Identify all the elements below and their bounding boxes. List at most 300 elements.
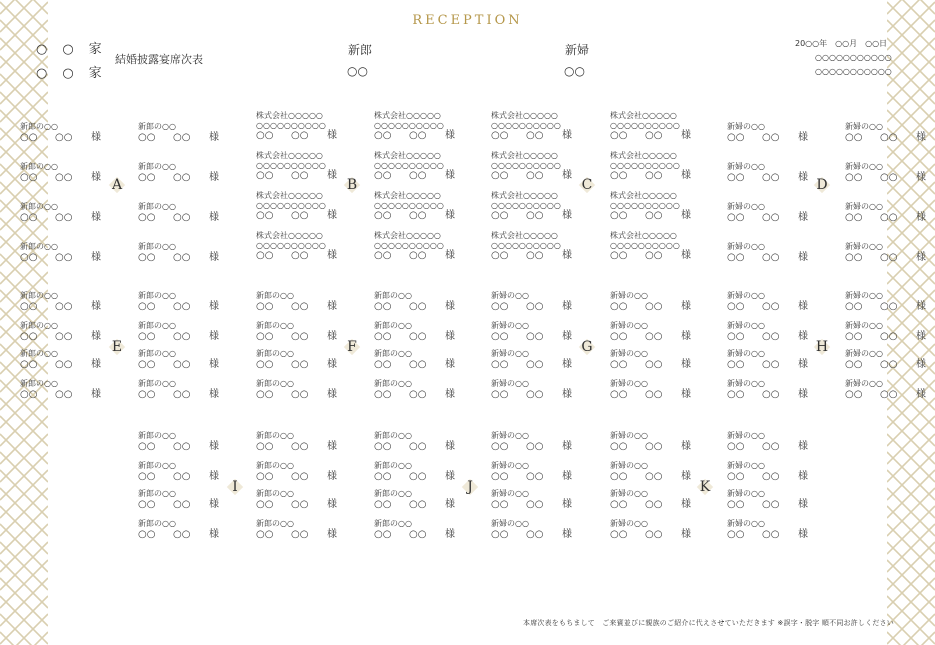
guest-name [610, 389, 710, 401]
guest-given-name: ○○ [645, 499, 663, 510]
guest-honorific: 様 [916, 331, 926, 342]
guest-honorific: 様 [562, 331, 572, 342]
guest-honorific: 様 [798, 212, 808, 223]
guest-given-name: ○○ [55, 132, 73, 143]
guest-name [845, 172, 935, 184]
guest-given-name: ○○ [409, 170, 427, 181]
guest-given-name: ○○ [409, 471, 427, 482]
guest-given-name: ○○ [526, 441, 544, 452]
bride-label: 新婦 [565, 43, 590, 57]
guest-given-name: ○○ [173, 331, 191, 342]
guest-seat [20, 202, 120, 224]
guest-name [374, 301, 474, 313]
guest-honorific: 様 [91, 132, 101, 143]
guest-name [374, 170, 474, 182]
guest-honorific: 様 [562, 499, 572, 510]
guest-relation: 新郎の○○ [20, 349, 58, 358]
guest-surname: ○○ [610, 250, 628, 261]
guest-honorific: 様 [327, 170, 337, 181]
company-name: 株式会社○○○○○ [610, 151, 677, 160]
company-name: 株式会社○○○○○ [491, 231, 558, 240]
guest-given-name: ○○ [409, 441, 427, 452]
table-label [108, 338, 126, 356]
guest-honorific: 様 [209, 389, 219, 400]
guest-relation: 新郎の○○ [138, 489, 176, 498]
guest-surname: ○○ [727, 252, 745, 263]
guest-seat [256, 431, 356, 453]
company-guest-seat [374, 151, 474, 182]
guest-honorific: 様 [681, 301, 691, 312]
guest-honorific: 様 [327, 130, 337, 141]
guest-surname: ○○ [491, 301, 509, 312]
guest-relation: 新婦の○○ [610, 291, 648, 300]
company-name: 株式会社○○○○○ [610, 231, 677, 240]
guest-honorific: 様 [445, 301, 455, 312]
guest-name [138, 172, 238, 184]
guest-surname: ○○ [20, 331, 38, 342]
company-department: ○○○○○○○○○○ [374, 240, 444, 250]
company-department: ○○○○○○○○○○ [491, 200, 561, 210]
guest-name [256, 359, 356, 371]
guest-relation: 新婦の○○ [727, 291, 765, 300]
guest-given-name: ○○ [762, 172, 780, 183]
guest-name [727, 331, 827, 343]
guest-seat [374, 291, 474, 313]
guest-relation: 新郎の○○ [256, 349, 294, 358]
company-department: ○○○○○○○○○○ [610, 120, 680, 130]
guest-name [256, 471, 356, 483]
guest-name [374, 441, 474, 453]
guest-name [374, 210, 474, 222]
company-guest-seat [491, 231, 591, 262]
guest-relation: 新郎の○○ [138, 349, 176, 358]
guest-given-name: ○○ [55, 301, 73, 312]
guest-given-name: ○○ [291, 331, 309, 342]
guest-surname: ○○ [491, 331, 509, 342]
company-department: ○○○○○○○○○○ [610, 240, 680, 250]
guest-given-name: ○○ [526, 359, 544, 370]
guest-relation: 新婦の○○ [491, 379, 529, 388]
guest-honorific: 様 [681, 471, 691, 482]
company-name: 株式会社○○○○○ [374, 231, 441, 240]
guest-given-name: ○○ [173, 471, 191, 482]
guest-seat [374, 431, 474, 453]
guest-surname: ○○ [374, 499, 392, 510]
guest-given-name: ○○ [173, 529, 191, 540]
guest-seat [491, 321, 591, 343]
guest-name [374, 130, 474, 142]
guest-name [491, 529, 591, 541]
guest-honorific: 様 [91, 359, 101, 370]
company-guest-seat [256, 151, 356, 182]
guest-seat [727, 349, 827, 371]
guest-surname: ○○ [374, 250, 392, 261]
guest-relation: 新郎の○○ [256, 461, 294, 470]
guest-surname: ○○ [256, 210, 274, 221]
guest-honorific: 様 [209, 212, 219, 223]
guest-name [138, 529, 238, 541]
guest-honorific: 様 [91, 172, 101, 183]
guest-given-name: ○○ [55, 359, 73, 370]
company-guest-seat [610, 151, 710, 182]
table-letter: E [111, 339, 123, 355]
guest-seat [138, 122, 238, 144]
guest-surname: ○○ [138, 499, 156, 510]
guest-name [845, 132, 935, 144]
guest-name [727, 389, 827, 401]
guest-honorific: 様 [798, 441, 808, 452]
guest-relation: 新婦の○○ [727, 242, 765, 251]
guest-honorific: 様 [916, 359, 926, 370]
guest-surname: ○○ [727, 331, 745, 342]
guest-surname: ○○ [256, 359, 274, 370]
guest-honorific: 様 [445, 210, 455, 221]
guest-name [256, 170, 356, 182]
guest-given-name: ○○ [409, 359, 427, 370]
guest-surname: ○○ [610, 499, 628, 510]
guest-surname: ○○ [138, 252, 156, 263]
guest-honorific: 様 [91, 212, 101, 223]
guest-given-name: ○○ [645, 331, 663, 342]
guest-name [610, 170, 710, 182]
guest-surname: ○○ [491, 250, 509, 261]
guest-seat [727, 489, 827, 511]
guest-relation: 新郎の○○ [374, 321, 412, 330]
guest-given-name: ○○ [291, 301, 309, 312]
guest-relation: 新婦の○○ [845, 242, 883, 251]
company-guest-seat [374, 231, 474, 262]
guest-relation: 新郎の○○ [256, 519, 294, 528]
guest-seat [610, 489, 710, 511]
guest-relation: 新婦の○○ [727, 202, 765, 211]
company-guest-seat [374, 111, 474, 142]
guest-relation: 新郎の○○ [20, 202, 58, 211]
guest-name [138, 301, 238, 313]
guest-honorific: 様 [445, 130, 455, 141]
guest-surname: ○○ [491, 471, 509, 482]
guest-surname: ○○ [610, 130, 628, 141]
table-label [226, 478, 244, 496]
guest-given-name: ○○ [173, 499, 191, 510]
guest-relation: 新郎の○○ [20, 122, 58, 131]
guest-name [610, 359, 710, 371]
guest-given-name: ○○ [645, 250, 663, 261]
guest-surname: ○○ [727, 529, 745, 540]
company-guest-seat [256, 111, 356, 142]
guest-given-name: ○○ [173, 132, 191, 143]
guest-surname: ○○ [138, 471, 156, 482]
guest-seat [374, 349, 474, 371]
guest-seat [845, 379, 935, 401]
company-guest-seat [491, 191, 591, 222]
guest-honorific: 様 [681, 210, 691, 221]
guest-seat [256, 379, 356, 401]
guest-name [256, 441, 356, 453]
guest-surname: ○○ [610, 359, 628, 370]
guest-seat [138, 379, 238, 401]
guest-given-name: ○○ [762, 359, 780, 370]
guest-relation: 新郎の○○ [374, 461, 412, 470]
guest-surname: ○○ [138, 389, 156, 400]
wedding-date: 20○○年 ○○月 ○○日 [795, 39, 888, 48]
guest-relation: 新郎の○○ [256, 379, 294, 388]
guest-seat [138, 461, 238, 483]
guest-name [610, 250, 710, 262]
guest-name [138, 359, 238, 371]
guest-name [20, 331, 120, 343]
guest-honorific: 様 [798, 172, 808, 183]
guest-relation: 新婦の○○ [727, 122, 765, 131]
guest-name [491, 170, 591, 182]
guest-seat [138, 202, 238, 224]
guest-seat [727, 202, 827, 224]
guest-relation: 新婦の○○ [610, 379, 648, 388]
guest-seat [610, 291, 710, 313]
guest-seat [256, 519, 356, 541]
guest-surname: ○○ [138, 172, 156, 183]
guest-relation: 新郎の○○ [138, 291, 176, 300]
company-department: ○○○○○○○○○○ [374, 120, 444, 130]
guest-seat [727, 321, 827, 343]
guest-given-name: ○○ [526, 210, 544, 221]
guest-given-name: ○○ [645, 441, 663, 452]
guest-name [20, 172, 120, 184]
guest-name [374, 331, 474, 343]
guest-given-name: ○○ [762, 471, 780, 482]
guest-name [138, 389, 238, 401]
guest-honorific: 様 [91, 252, 101, 263]
guest-given-name: ○○ [645, 529, 663, 540]
guest-honorific: 様 [916, 301, 926, 312]
guest-seat [610, 379, 710, 401]
guest-name [138, 132, 238, 144]
guest-relation: 新婦の○○ [845, 321, 883, 330]
guest-surname: ○○ [138, 529, 156, 540]
guest-surname: ○○ [727, 499, 745, 510]
company-guest-seat [610, 191, 710, 222]
guest-seat [138, 431, 238, 453]
company-guest-seat [610, 111, 710, 142]
guest-given-name: ○○ [880, 389, 898, 400]
table-label [696, 478, 714, 496]
company-name: 株式会社○○○○○ [610, 191, 677, 200]
guest-seat [845, 242, 935, 264]
table-label [813, 338, 831, 356]
guest-honorific: 様 [798, 389, 808, 400]
company-name: 株式会社○○○○○ [374, 151, 441, 160]
guest-honorific: 様 [916, 252, 926, 263]
guest-relation: 新郎の○○ [374, 519, 412, 528]
guest-surname: ○○ [491, 210, 509, 221]
guest-given-name: ○○ [645, 389, 663, 400]
guest-name [845, 389, 935, 401]
company-department: ○○○○○○○○○○ [610, 200, 680, 210]
family-name-2: ○ ○ 家 [36, 66, 103, 81]
guest-surname: ○○ [845, 212, 863, 223]
guest-relation: 新婦の○○ [610, 349, 648, 358]
guest-surname: ○○ [610, 170, 628, 181]
guest-honorific: 様 [209, 529, 219, 540]
guest-given-name: ○○ [173, 441, 191, 452]
guest-seat [727, 519, 827, 541]
guest-relation: 新郎の○○ [256, 431, 294, 440]
guest-surname: ○○ [20, 212, 38, 223]
company-department: ○○○○○○○○○○ [256, 240, 326, 250]
guest-honorific: 様 [445, 529, 455, 540]
guest-given-name: ○○ [526, 331, 544, 342]
guest-given-name: ○○ [762, 132, 780, 143]
guest-honorific: 様 [209, 331, 219, 342]
guest-honorific: 様 [798, 529, 808, 540]
guest-surname: ○○ [727, 359, 745, 370]
guest-honorific: 様 [916, 389, 926, 400]
guest-seat [491, 291, 591, 313]
guest-given-name: ○○ [409, 250, 427, 261]
guest-relation: 新婦の○○ [727, 461, 765, 470]
guest-given-name: ○○ [645, 359, 663, 370]
guest-given-name: ○○ [762, 252, 780, 263]
guest-seat [138, 349, 238, 371]
guest-given-name: ○○ [409, 529, 427, 540]
guest-surname: ○○ [374, 170, 392, 181]
company-name: 株式会社○○○○○ [256, 151, 323, 160]
guest-relation: 新婦の○○ [610, 519, 648, 528]
guest-name [256, 389, 356, 401]
guest-name [138, 212, 238, 224]
guest-seat [374, 519, 474, 541]
guest-relation: 新婦の○○ [845, 162, 883, 171]
guest-given-name: ○○ [291, 529, 309, 540]
guest-relation: 新婦の○○ [491, 321, 529, 330]
guest-given-name: ○○ [409, 301, 427, 312]
guest-honorific: 様 [916, 172, 926, 183]
guest-relation: 新郎の○○ [374, 349, 412, 358]
company-department: ○○○○○○○○○○ [491, 160, 561, 170]
guest-surname: ○○ [20, 389, 38, 400]
company-name: 株式会社○○○○○ [256, 231, 323, 240]
guest-honorific: 様 [445, 331, 455, 342]
guest-name [256, 331, 356, 343]
guest-given-name: ○○ [762, 499, 780, 510]
guest-seat [20, 122, 120, 144]
guest-surname: ○○ [138, 331, 156, 342]
guest-surname: ○○ [20, 301, 38, 312]
guest-surname: ○○ [256, 250, 274, 261]
guest-seat [256, 291, 356, 313]
guest-surname: ○○ [374, 210, 392, 221]
guest-name [256, 250, 356, 262]
guest-seat [20, 349, 120, 371]
guest-given-name: ○○ [55, 331, 73, 342]
guest-name [610, 441, 710, 453]
footer-note: 本席次表をもちまして ご来賓並びに親族のご紹介に代えさせていただきます ※誤字・脱字 順不同お許しください [523, 619, 894, 627]
guest-given-name: ○○ [291, 499, 309, 510]
guest-given-name: ○○ [645, 471, 663, 482]
guest-honorific: 様 [327, 389, 337, 400]
guest-surname: ○○ [491, 359, 509, 370]
guest-relation: 新婦の○○ [610, 321, 648, 330]
guest-relation: 新婦の○○ [610, 461, 648, 470]
guest-given-name: ○○ [55, 389, 73, 400]
guest-seat [138, 489, 238, 511]
guest-honorific: 様 [327, 210, 337, 221]
table-label [813, 176, 831, 194]
guest-given-name: ○○ [645, 130, 663, 141]
guest-given-name: ○○ [409, 130, 427, 141]
guest-honorific: 様 [562, 250, 572, 261]
guest-name [491, 359, 591, 371]
guest-given-name: ○○ [526, 389, 544, 400]
guest-seat [138, 162, 238, 184]
company-name: 株式会社○○○○○ [491, 191, 558, 200]
guest-relation: 新郎の○○ [20, 242, 58, 251]
guest-surname: ○○ [138, 301, 156, 312]
guest-name [491, 331, 591, 343]
guest-seat [845, 202, 935, 224]
guest-relation: 新婦の○○ [491, 519, 529, 528]
company-name: 株式会社○○○○○ [491, 111, 558, 120]
guest-honorific: 様 [562, 441, 572, 452]
guest-surname: ○○ [374, 389, 392, 400]
guest-seat [256, 489, 356, 511]
family-name-1: ○ ○ 家 [36, 42, 103, 57]
guest-given-name: ○○ [880, 359, 898, 370]
guest-given-name: ○○ [409, 210, 427, 221]
guest-name [256, 210, 356, 222]
guest-honorific: 様 [209, 252, 219, 263]
guest-honorific: 様 [445, 359, 455, 370]
guest-surname: ○○ [845, 331, 863, 342]
guest-given-name: ○○ [880, 132, 898, 143]
table-letter: H [815, 339, 829, 355]
table-label [578, 176, 596, 194]
page-title: RECEPTION [412, 13, 523, 28]
guest-surname: ○○ [727, 212, 745, 223]
guest-name [491, 250, 591, 262]
bride-name: ○○ [564, 64, 585, 78]
guest-honorific: 様 [681, 170, 691, 181]
guest-seat [845, 321, 935, 343]
guest-surname: ○○ [727, 301, 745, 312]
company-name: 株式会社○○○○○ [374, 111, 441, 120]
guest-name [727, 252, 827, 264]
guest-surname: ○○ [256, 441, 274, 452]
guest-relation: 新婦の○○ [845, 379, 883, 388]
guest-surname: ○○ [727, 471, 745, 482]
table-letter: I [232, 479, 238, 495]
company-department: ○○○○○○○○○○ [374, 200, 444, 210]
table-letter: B [346, 177, 358, 193]
guest-relation: 新郎の○○ [138, 202, 176, 211]
guest-relation: 新郎の○○ [20, 321, 58, 330]
guest-surname: ○○ [491, 499, 509, 510]
guest-name [138, 471, 238, 483]
guest-seat [727, 242, 827, 264]
guest-surname: ○○ [20, 132, 38, 143]
company-department: ○○○○○○○○○○ [374, 160, 444, 170]
guest-name [727, 499, 827, 511]
guest-honorific: 様 [327, 359, 337, 370]
guest-surname: ○○ [256, 301, 274, 312]
guest-name [256, 301, 356, 313]
guest-name [727, 359, 827, 371]
company-guest-seat [256, 191, 356, 222]
company-guest-seat [610, 231, 710, 262]
guest-name [138, 441, 238, 453]
guest-seat [20, 321, 120, 343]
guest-relation: 新婦の○○ [491, 291, 529, 300]
guest-given-name: ○○ [173, 212, 191, 223]
